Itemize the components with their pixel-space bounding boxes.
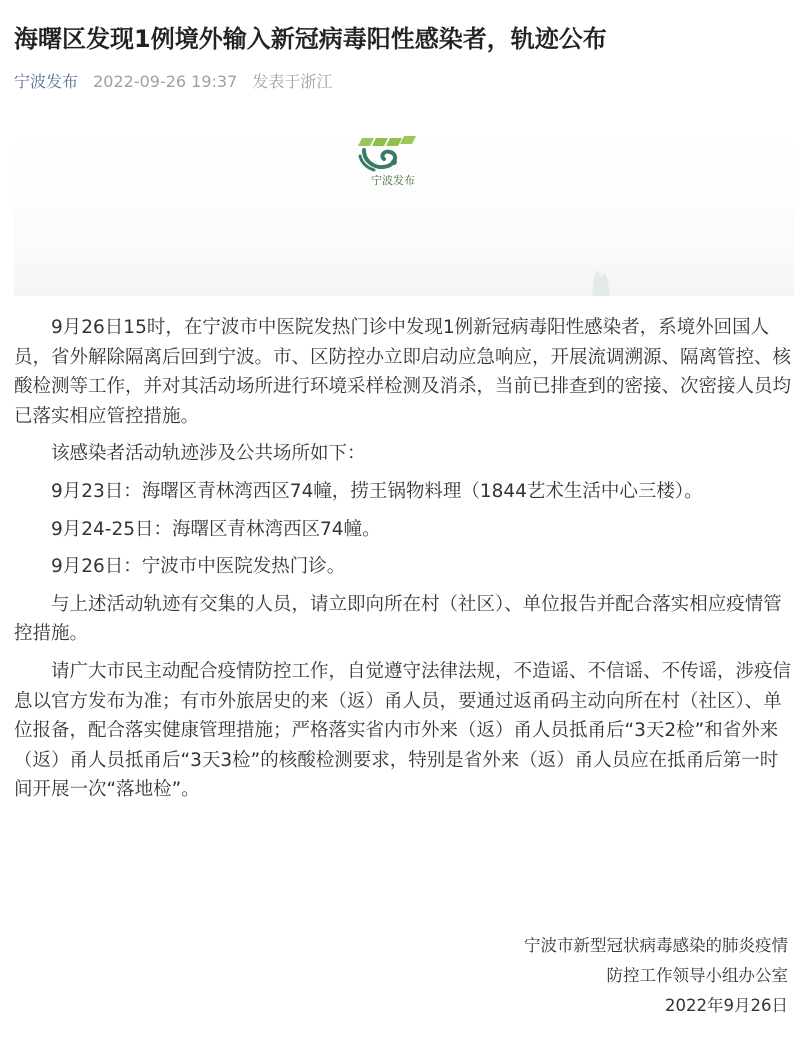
tower-silhouette-icon (588, 268, 614, 296)
signature-line-1: 宁波市新型冠状病毒感染的肺炎疫情 (524, 936, 788, 955)
paragraph-trajectory-intro: 该感染者活动轨迹涉及公共场所如下： (51, 443, 366, 465)
paragraph-trajectory-sep26: 9月26日：宁波市中医院发热门诊。 (51, 556, 346, 578)
paragraph-trajectory-sep23: 9月23日：海曙区青林湾西区74幢，捞王锅物料理（1844艺术生活中心三楼）。 (51, 480, 703, 502)
paragraph-trajectory-sep24-25: 9月24-25日：海曙区青林湾西区74幢。 (51, 518, 381, 540)
issuer-signature (524, 931, 788, 1021)
paragraph-incident: 9月26日15时，在宁波市中医院发热门诊中发现1例新冠病毒阳性感染者，系境外回国人员，省外解除隔离后回到宁波。市、区防控办立即启动应急响应，开展流调溯源、隔离管控、核酸检测等工作，并对其活动场所进行环境采样检测及消杀，当前已排查到的密接、次密接人员均已落实相应管控措施。 (14, 317, 792, 427)
article-meta (14, 70, 332, 94)
paragraph-public-appeal: 请广大市民主动配合疫情防控工作，自觉遵守法律法规，不造谣、不信谣、不传谣，涉疫信息以官方发布为准；有市外旅居史的来（返）甬人员，要通过返甬码主动向所在村（社区）、单位报备，配合落实健康管理措施；严格落实省内市外来（返）甬人员抵甬后“3天2检”和省外来（返）甬人员抵甬后“3天3检”的核酸检测要求，特别是省外来（返）甬人员应在抵甬后第一时间开展一次“落地检”。 (14, 660, 792, 801)
article-title: 海曙区发现1例境外输入新冠病毒阳性感染者，轨迹公布 (14, 25, 607, 53)
article-body (14, 313, 792, 813)
publish-datetime: 2022-09-26 19:37 (93, 72, 238, 91)
header-banner-image (14, 130, 794, 296)
publish-location: 发表于浙江 (252, 72, 333, 91)
signature-date: 2022年9月26日 (665, 996, 788, 1015)
signature-line-2: 防控工作领导小组办公室 (606, 966, 788, 985)
logo-caption: 宁波发布 (371, 174, 415, 187)
paragraph-report-notice: 与上述活动轨迹有交集的人员，请立即向所在村（社区）、单位报告并配合落实相应疫情管控措施。 (14, 593, 782, 645)
account-name-link[interactable]: 宁波发布 (14, 72, 79, 91)
